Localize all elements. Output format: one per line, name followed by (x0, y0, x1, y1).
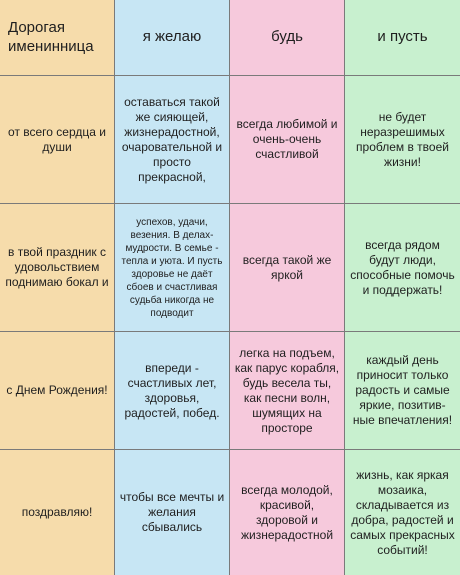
table-cell: впереди - счастливых лет, здоровья, радостей, побед. (115, 332, 230, 450)
table-cell: легка на подъем, как парус корабля, будь весела ты, как песни волн, шумящих на просторе (230, 332, 345, 450)
table-cell: чтобы все мечты и желания сбывались (115, 450, 230, 575)
table-cell: оставаться такой же сияющей, жизнерадостной, очаровательной и просто прекрасной, (115, 76, 230, 204)
table-cell: поздравляю! (0, 450, 115, 575)
table-cell: всегда такой же яркой (230, 204, 345, 332)
table-cell: каждый день приносит только радость и самые яркие, позитив-ные впечатления! (345, 332, 460, 450)
table-cell: успехов, удачи, везения. В делах-мудрости. В семье - тепла и уюта. И пусть здоровье не даёт сбоев и счастливая судьба никогда не подводит (115, 204, 230, 332)
table-cell: в твой праздник с удовольствием поднимаю бокал и (0, 204, 115, 332)
header-recipient: Дорогая именинница (0, 0, 115, 76)
table-cell: всегда любимой и очень-очень счастливой (230, 76, 345, 204)
table-cell: жизнь, как яркая мозаика, складывается из добра, радостей и самых прекрасных событий! (345, 450, 460, 575)
table-cell: всегда рядом будут люди, способные помочь и поддержать! (345, 204, 460, 332)
table-cell: всегда молодой, красивой, здоровой и жизнерадостной (230, 450, 345, 575)
header-let: и пусть (345, 0, 460, 76)
table-cell: от всего сердца и души (0, 76, 115, 204)
table-cell: с Днем Рождения! (0, 332, 115, 450)
table-cell: не будет неразрешимых проблем в твоей жизни! (345, 76, 460, 204)
header-wish: я желаю (115, 0, 230, 76)
header-be: будь (230, 0, 345, 76)
